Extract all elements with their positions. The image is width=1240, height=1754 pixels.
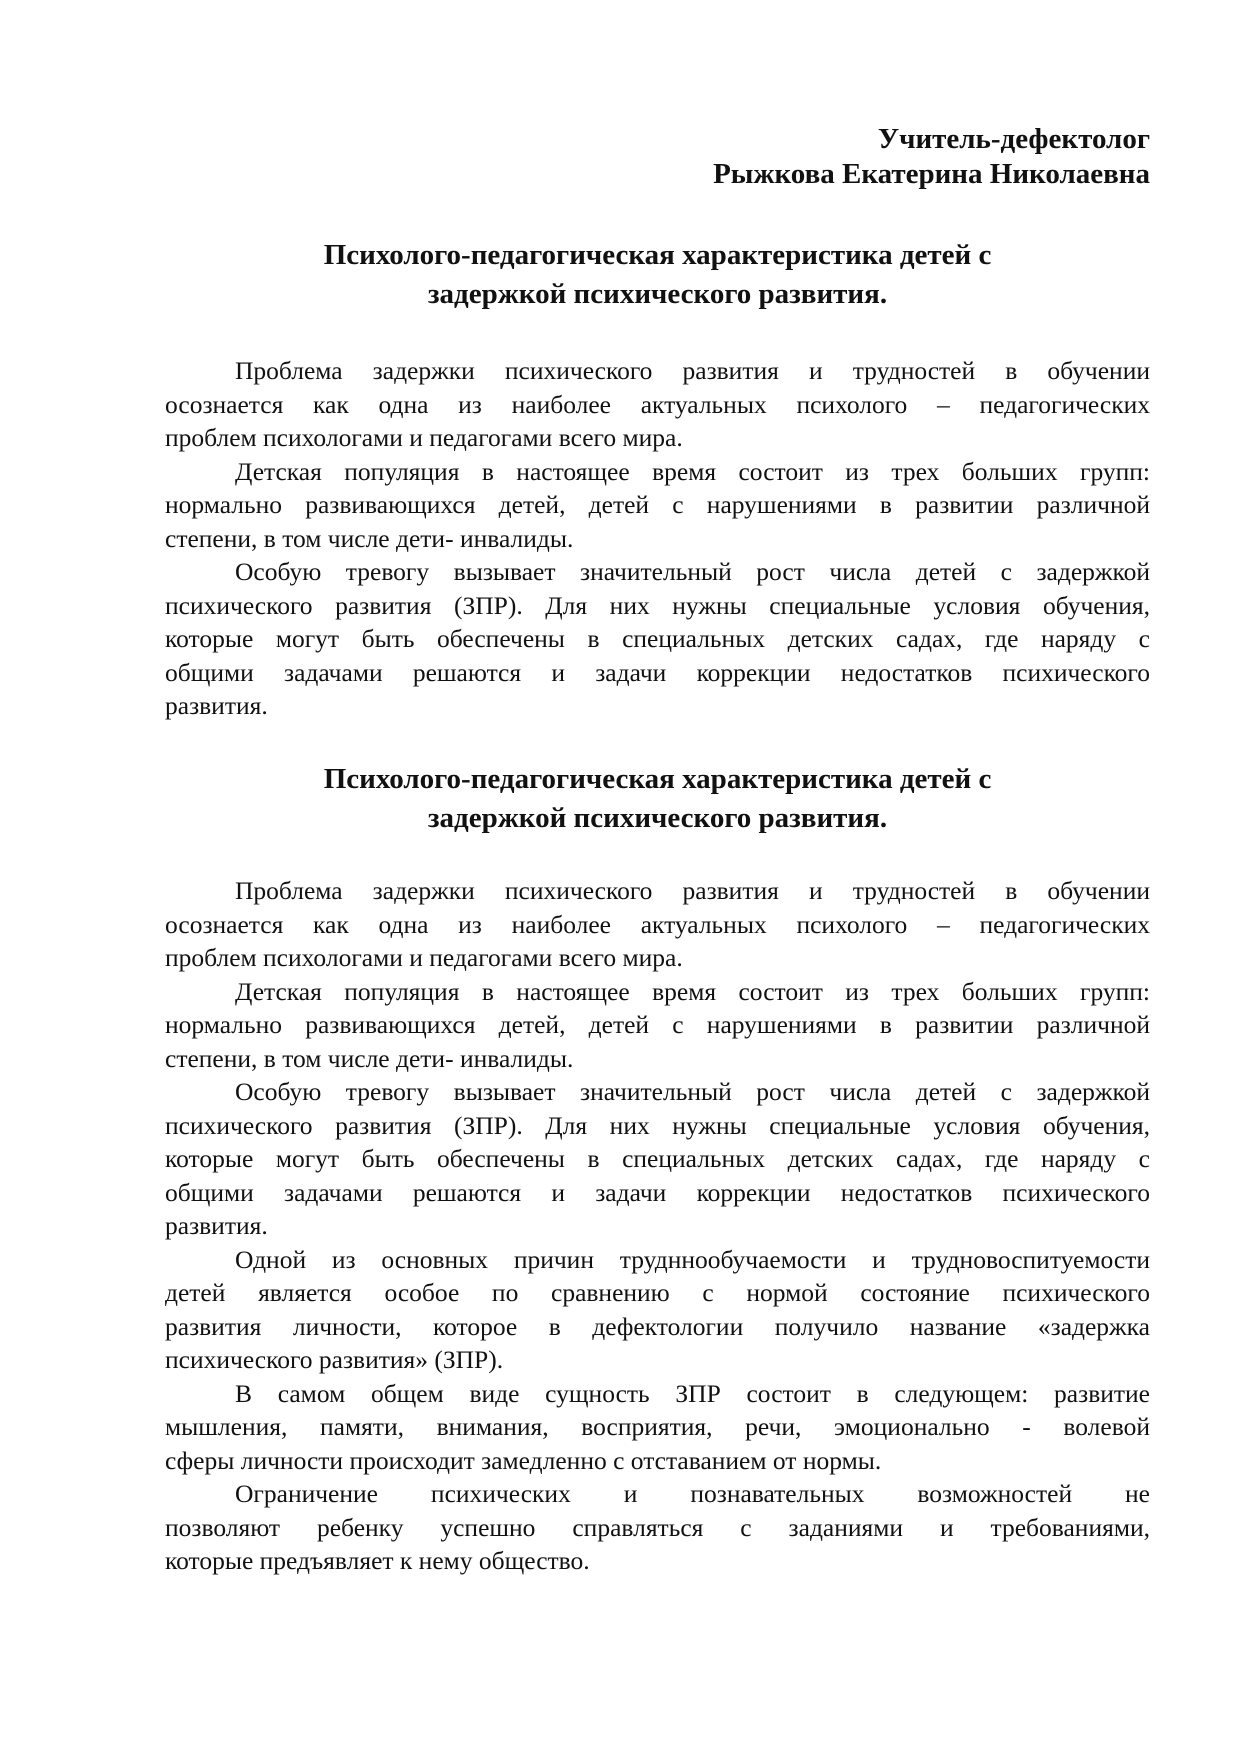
author-name: Рыжкова Екатерина Николаевна [713, 158, 1150, 190]
paragraph [165, 1075, 1150, 1243]
paragraph-line: Детская популяция в настоящее время состоит из трех больших групп: [235, 456, 1150, 486]
paragraph-line: мышления, памяти, внимания, восприятия, речи, эмоционально - волевой [165, 1412, 1150, 1441]
paragraph-line: Одной из основных причин трудннообучаемости и трудновоспитуемости [235, 1244, 1150, 1274]
paragraph-line: Особую тревогу вызывает значительный рост числа детей с задержкой [235, 557, 1150, 586]
paragraph [165, 975, 1150, 1076]
paragraph [165, 455, 1150, 556]
paragraph [165, 1477, 1150, 1578]
paragraph-line: Ограничение психических и познавательных возможностей не [235, 1479, 1150, 1508]
paragraph-line: нормально развивающихся детей, детей с нарушениями в развитии различной [165, 490, 1150, 519]
paragraph-line: психического развития (ЗПР). Для них нужны специальные условия обучения, [165, 590, 1150, 620]
paragraph-line: психического развития (ЗПР). Для них нужны специальные условия обучения, [165, 1110, 1150, 1140]
paragraph-line: которые могут быть обеспечены в специальных детских садах, где наряду с [165, 1144, 1150, 1173]
section-body [165, 354, 1150, 723]
paragraph-line: В самом общем виде сущность ЗПР состоит в следующем: развитие [235, 1378, 1150, 1408]
paragraph [165, 1243, 1150, 1377]
heading-line: задержкой психического развития. [427, 278, 888, 310]
paragraph [165, 874, 1150, 975]
author-role: Учитель-дефектолог [877, 123, 1150, 155]
paragraph-line: позволяют ребенку успешно справляться с заданиями и требованиями, [165, 1512, 1150, 1542]
paragraph-line: которые предъявляет к нему общество. [165, 1546, 590, 1575]
section-body [165, 874, 1150, 1578]
paragraph [165, 354, 1150, 455]
paragraph-line: сферы личности происходит замедленно с отставанием от нормы. [165, 1445, 882, 1475]
paragraph-line: психического развития» (ЗПР). [165, 1345, 504, 1374]
paragraph-line: общими задачами решаются и задачи коррекции недостатков психического [165, 1177, 1150, 1207]
heading-line: Психолого-педагогическая характеристика детей с [323, 763, 992, 795]
paragraph-line: Проблема задержки психического развития и трудностей в обучении [235, 356, 1150, 385]
paragraph-line: развития личности, которое в дефектологии получило название «задержка [165, 1311, 1150, 1341]
paragraph [165, 1377, 1150, 1478]
heading-line: Психолого-педагогическая характеристика детей с [323, 239, 992, 271]
paragraph-line: проблем психологами и педагогами всего мира. [165, 423, 683, 452]
paragraph-line: которые могут быть обеспечены в специальных детских садах, где наряду с [165, 624, 1150, 653]
section-heading [165, 236, 1150, 314]
paragraph-line: степени, в том числе дети- инвалиды. [165, 523, 574, 553]
paragraph-line: развития. [165, 691, 268, 720]
paragraph-line: осознается как одна из наиболее актуальных психолого – педагогических [165, 909, 1150, 939]
heading-line: задержкой психического развития. [427, 802, 888, 834]
section-heading [165, 760, 1150, 838]
paragraph-line: степени, в том числе дети- инвалиды. [165, 1043, 574, 1073]
paragraph-line: нормально развивающихся детей, детей с нарушениями в развитии различной [165, 1010, 1150, 1039]
paragraph-line: осознается как одна из наиболее актуальных психолого – педагогических [165, 389, 1150, 419]
paragraph-line: Проблема задержки психического развития и трудностей в обучении [235, 876, 1150, 905]
paragraph [165, 555, 1150, 723]
paragraph-line: общими задачами решаются и задачи коррекции недостатков психического [165, 657, 1150, 687]
paragraph-line: детей является особое по сравнению с нормой состояние психического [165, 1278, 1150, 1307]
paragraph-line: проблем психологами и педагогами всего мира. [165, 943, 683, 972]
paragraph-line: Особую тревогу вызывает значительный рост числа детей с задержкой [235, 1077, 1150, 1106]
paragraph-line: Детская популяция в настоящее время состоит из трех больших групп: [235, 976, 1150, 1006]
author-block [713, 122, 1150, 192]
paragraph-line: развития. [165, 1211, 268, 1240]
